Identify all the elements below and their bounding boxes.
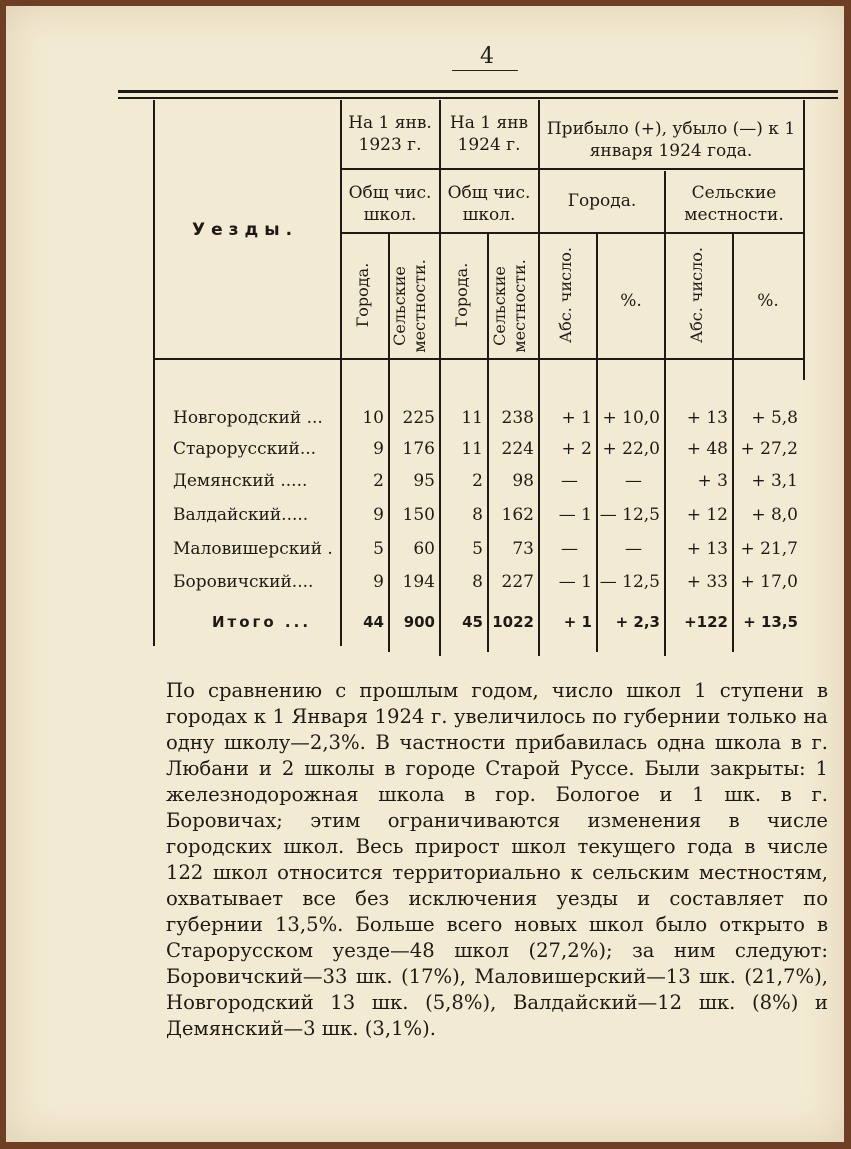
- cell-rural-abs: + 33: [686, 572, 728, 592]
- leaf-city-1923: Города.: [353, 262, 372, 328]
- total-rural-1924: 1022: [492, 613, 534, 631]
- uezd-name: Новгородский ...: [173, 408, 323, 428]
- table-row: [6, 567, 844, 597]
- body-text: По сравнению с прошлым годом, число школ 1 ступени в городах к 1 Января 1924 г. увеличилось по губернии только на одну школу—2,3%. В частности прибавилась одна школа в г. Любани и 2 школы в городе Старой Руссе. Были закрыты: 1 железнодорожная школа в гор. Бологое и 1 шк. в г. Боровичах; этим ограничиваются изменения в числе городских школ. Весь прирост школ текущего года в числе 122 школ относится территориально к сельским местностям, охватывает все без исключения уезды и составляет по губернии 13,5%. Больше всего новых школ было открыто в Старорусском уезде—48 школ (27,2%); за ним следуют: Боровичский—33 шк. (17%), Маловишерский—13 шк. (21,7%), Новгородский 13 шк. (5,8%), Валдайский—12 шк. (8%) и Демянский—3 шк. (3,1%).: [166, 679, 828, 1040]
- cell-cities-1923: 9: [373, 505, 384, 525]
- table-row: [6, 500, 844, 530]
- body-paragraph: [166, 678, 828, 1042]
- table-left-border: [153, 100, 155, 646]
- cell-rural-pct: + 17,0: [740, 572, 798, 592]
- cell-rural-1923: 150: [402, 505, 435, 525]
- cell-rural-pct: + 21,7: [740, 539, 798, 559]
- cell-rural-abs: + 12: [686, 505, 728, 525]
- cell-rural-pct: + 27,2: [740, 439, 798, 459]
- cell-cities-1924: 8: [472, 505, 483, 525]
- header-rule: [340, 232, 803, 234]
- total-cities-pct: + 2,3: [615, 613, 660, 631]
- table-row: [6, 466, 844, 496]
- total-label: Итого ...: [212, 613, 312, 631]
- cell-cities-pct: + 10,0: [602, 408, 660, 428]
- cell-rural-abs: + 3: [697, 471, 728, 491]
- cell-rural-1923: 60: [413, 539, 435, 559]
- cell-rural-1923: 194: [402, 572, 435, 592]
- schools-table: [6, 6, 844, 686]
- cell-cities-abs: + 1: [561, 408, 592, 428]
- header-1923: На 1 янв. 1923 г.: [348, 113, 432, 155]
- cell-cities-pct: — 12,5: [599, 505, 660, 525]
- cell-cities-1924: 11: [461, 408, 483, 428]
- leaf-abs-rural: Абс. число.: [687, 247, 706, 343]
- header-change: Прибыло (+), убыло (—) к 1 января 1924 года.: [546, 119, 796, 161]
- cell-rural-1924: 162: [501, 505, 534, 525]
- uezd-name: Маловишерский .: [173, 539, 333, 559]
- cell-rural-1924: 224: [501, 439, 534, 459]
- total-cities-abs: + 1: [563, 613, 592, 631]
- cell-cities-abs: + 2: [561, 439, 592, 459]
- cell-cities-1924: 5: [472, 539, 483, 559]
- total-rural-abs: +122: [684, 613, 728, 631]
- cell-rural-1923: 176: [402, 439, 435, 459]
- uezd-name: Валдайский.....: [173, 505, 309, 525]
- cell-cities-abs: —: [561, 471, 578, 491]
- stub-header: Уезды.: [192, 220, 299, 240]
- cell-rural-1924: 98: [512, 471, 534, 491]
- cell-cities-abs: —: [561, 539, 578, 559]
- total-cities-1924: 45: [462, 613, 483, 631]
- total-rural-pct: + 13,5: [743, 613, 798, 631]
- cell-rural-abs: + 13: [686, 539, 728, 559]
- cell-rural-1924: 238: [501, 408, 534, 428]
- cell-cities-pct: —: [625, 471, 642, 491]
- total-rural-1923: 900: [403, 613, 435, 631]
- table-right-border: [803, 100, 805, 380]
- cell-cities-pct: — 12,5: [599, 572, 660, 592]
- table-row: [6, 534, 844, 564]
- cell-cities-1924: 8: [472, 572, 483, 592]
- page-number: 4: [480, 44, 494, 69]
- header-rural: Сельские местности.: [684, 183, 784, 225]
- uezd-name: Боровичский....: [173, 572, 314, 592]
- cell-rural-1924: 73: [512, 539, 534, 559]
- cell-rural-pct: + 5,8: [751, 408, 798, 428]
- cell-cities-pct: —: [625, 539, 642, 559]
- cell-cities-1923: 9: [373, 572, 384, 592]
- table-row: [6, 403, 844, 433]
- leaf-pct-cities: %.: [620, 291, 642, 311]
- cell-rural-1923: 95: [413, 471, 435, 491]
- leaf-city-1924: Города.: [452, 262, 471, 328]
- cell-cities-1924: 11: [461, 439, 483, 459]
- uezd-name: Демянский .....: [173, 471, 308, 491]
- header-1924: На 1 янв 1924 г.: [449, 113, 529, 155]
- cell-cities-pct: + 22,0: [602, 439, 660, 459]
- total-cities-1923: 44: [363, 613, 384, 631]
- cell-rural-abs: + 48: [686, 439, 728, 459]
- cell-rural-pct: + 8,0: [751, 505, 798, 525]
- cell-cities-abs: — 1: [558, 505, 592, 525]
- header-bottom-rule: [153, 358, 803, 360]
- leaf-rural-1923: Сельские местности.: [390, 259, 429, 353]
- header-total-schools-1923: Общ чис. школ.: [348, 183, 432, 225]
- uezd-name: Старорусский...: [173, 439, 317, 459]
- header-rule: [340, 168, 803, 170]
- cell-rural-pct: + 3,1: [751, 471, 798, 491]
- leaf-pct-rural: %.: [757, 291, 779, 311]
- leaf-abs-cities: Абс. число.: [556, 247, 575, 343]
- document-page: [6, 6, 844, 1142]
- cell-rural-1924: 227: [501, 572, 534, 592]
- leaf-rural-1924: Сельские местности.: [490, 259, 529, 353]
- cell-cities-1923: 5: [373, 539, 384, 559]
- header-total-schools-1924: Общ чис. школ.: [447, 183, 531, 225]
- cell-cities-1923: 10: [362, 408, 384, 428]
- cell-cities-abs: — 1: [558, 572, 592, 592]
- cell-rural-abs: + 13: [686, 408, 728, 428]
- cell-cities-1924: 2: [472, 471, 483, 491]
- cell-cities-1923: 2: [373, 471, 384, 491]
- cell-rural-1923: 225: [402, 408, 435, 428]
- cell-cities-1923: 9: [373, 439, 384, 459]
- table-total-row: [6, 607, 844, 637]
- header-cities: Города.: [567, 191, 637, 211]
- table-row: [6, 434, 844, 464]
